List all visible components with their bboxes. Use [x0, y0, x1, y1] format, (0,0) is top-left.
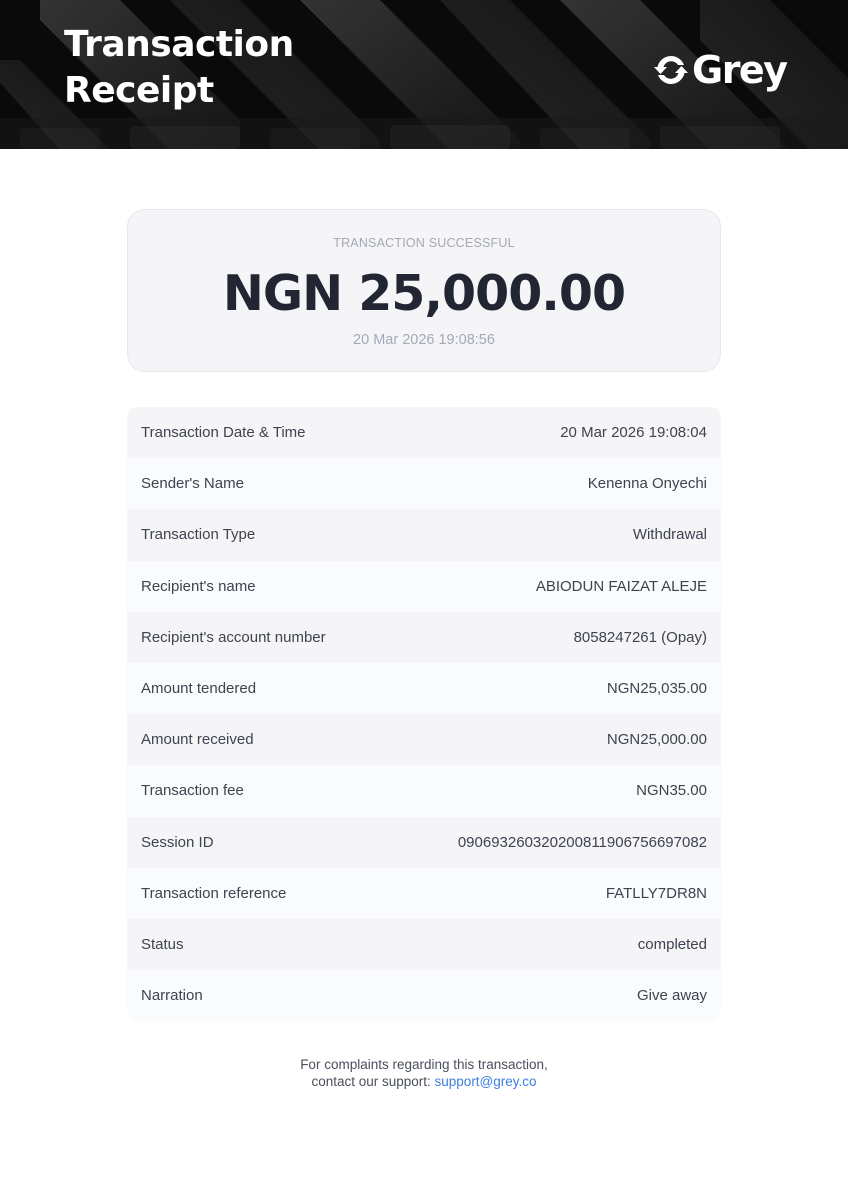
detail-label: Transaction reference	[141, 884, 287, 902]
support-email-link[interactable]: support@grey.co	[434, 1074, 537, 1089]
detail-value: Withdrawal	[632, 526, 707, 544]
receipt-title-line2: Receipt	[64, 70, 214, 111]
detail-row	[127, 919, 721, 970]
detail-label: Narration	[141, 987, 203, 1005]
transaction-amount: NGN 25,000.00	[222, 265, 626, 322]
support-footer-line1: For complaints regarding this transaction,	[300, 1057, 548, 1072]
detail-row	[127, 970, 721, 1021]
transaction-summary-card	[127, 209, 721, 372]
grey-logo	[654, 48, 786, 92]
detail-value: 090693260320200811906756697082	[457, 833, 707, 851]
detail-row	[127, 663, 721, 714]
detail-row	[127, 868, 721, 919]
detail-label: Session ID	[141, 833, 214, 851]
detail-value: completed	[637, 935, 707, 953]
detail-label: Status	[141, 935, 184, 953]
detail-row	[127, 612, 721, 663]
detail-row	[127, 714, 721, 765]
detail-row	[127, 407, 721, 458]
detail-value: 20 Mar 2026 19:08:04	[560, 424, 707, 442]
support-footer-prefix: contact our support:	[311, 1074, 435, 1089]
detail-row	[127, 509, 721, 560]
detail-value: NGN25,035.00	[606, 680, 707, 698]
detail-value: NGN35.00	[636, 782, 707, 800]
support-footer	[0, 1056, 848, 1090]
detail-label: Transaction fee	[141, 782, 244, 800]
detail-label: Amount tendered	[141, 680, 257, 698]
detail-row	[127, 817, 721, 868]
detail-label: Transaction Type	[141, 526, 256, 544]
detail-value: Kenenna Onyechi	[587, 475, 707, 493]
transaction-datetime: 20 Mar 2026 19:08:56	[353, 332, 495, 348]
detail-label: Recipient's name	[141, 577, 256, 595]
receipt-title	[64, 22, 294, 114]
detail-label: Recipient's account number	[141, 628, 326, 646]
grey-logo-wordmark: Grey	[692, 48, 787, 92]
receipt-title-line1: Transaction	[64, 24, 294, 65]
detail-value: ABIODUN FAIZAT ALEJE	[535, 577, 707, 595]
transaction-status-label: TRANSACTION SUCCESSFUL	[333, 236, 515, 250]
detail-value: Give away	[636, 987, 707, 1005]
detail-value: NGN25,000.00	[606, 731, 707, 749]
detail-value: FATLLY7DR8N	[605, 884, 707, 902]
support-footer-line2	[0, 1073, 848, 1090]
detail-label: Transaction Date & Time	[141, 424, 306, 442]
detail-label: Amount received	[141, 731, 254, 749]
detail-row	[127, 561, 721, 612]
detail-label: Sender's Name	[141, 475, 244, 493]
detail-row	[127, 765, 721, 816]
grey-logo-icon	[654, 53, 688, 87]
detail-row	[127, 458, 721, 509]
receipt-header	[0, 0, 848, 149]
transaction-details-table	[127, 407, 721, 1021]
detail-value: 8058247261 (Opay)	[573, 628, 707, 646]
